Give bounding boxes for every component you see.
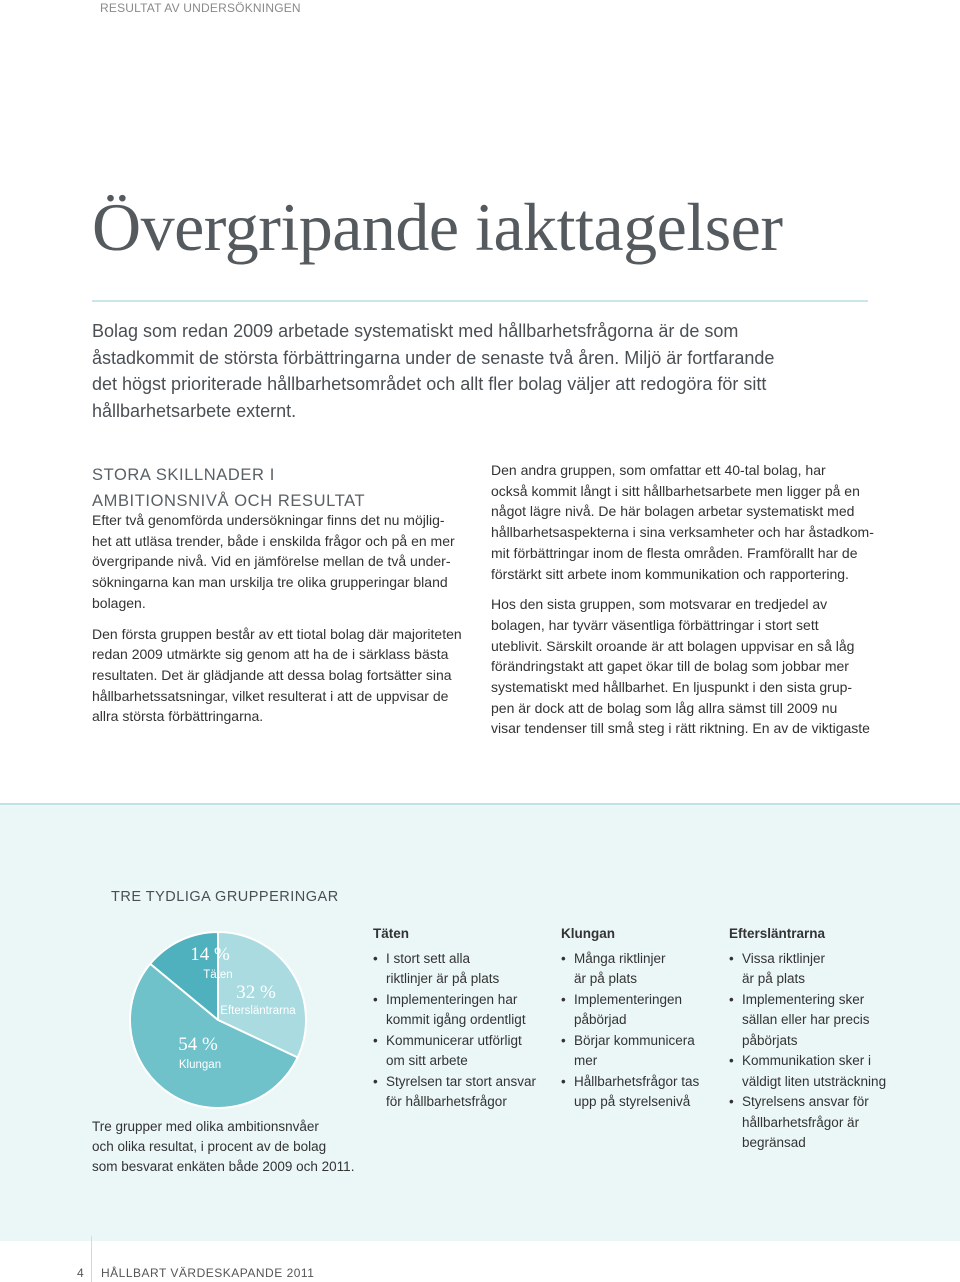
list-item [373, 1072, 536, 1113]
pie-name-label: Klungan [178, 1059, 222, 1071]
list-item-text: sällan eller har precis [742, 1012, 870, 1027]
pie-value-label: 14 % [190, 944, 230, 965]
list-item [373, 1031, 536, 1072]
list-item-text: • Styrelsens ansvar för [742, 1094, 869, 1109]
pie-value-label: 54 % [178, 1034, 218, 1055]
list-item-text: är på plats [742, 971, 806, 986]
list-item-text: hållbarhetsfrågor är [742, 1114, 860, 1130]
list-item-text: kommit igång ordentligt [386, 1012, 526, 1027]
section-heading [92, 462, 365, 514]
intro-paragraph [92, 318, 822, 424]
text-line: bolagen, har tyvärr väsentliga förbättringar i stort sett [491, 616, 819, 633]
caption-line: Tre grupper med olika ambitionsnvåer [92, 1119, 319, 1134]
list-item-text: är på plats [574, 971, 638, 986]
text-line: visar tendenser till små steg i rätt riktning. En av de viktigaste [491, 720, 870, 737]
list-item-text: om sitt arbete [386, 1053, 468, 1068]
list-item-text: • I stort sett alla [386, 950, 471, 966]
list-item [561, 1072, 699, 1113]
group-klungan [561, 924, 699, 1113]
text-line: Den andra gruppen, som omfattar ett 40-tal bolag, har [491, 462, 826, 478]
pie-name-label: Täten [203, 969, 233, 981]
group-efterslantrarna [729, 924, 886, 1154]
pie-chart [126, 928, 310, 1112]
page-number: 4 [77, 1266, 84, 1280]
list-item-text: • Hållbarhetsfrågor tas [574, 1073, 700, 1089]
caption-line: och olika resultat, i procent av de bolag [92, 1139, 327, 1154]
footer-divider [91, 1236, 92, 1282]
text-line: mit förbättringar inom de flesta områden. Framförallt har de [491, 544, 858, 561]
text-line: pen är dock att de bolag som låg allra sämst till 2009 nu [491, 699, 838, 716]
list-item-text: påbörjats [742, 1032, 798, 1048]
text-line: het att utläsa trender, både i enskilda frågor och på en mer [92, 532, 455, 549]
list-item-text: begränsad [742, 1135, 806, 1150]
list-item [729, 949, 886, 990]
list-item [729, 1092, 886, 1154]
text-line: Hos den sista gruppen, som motsvarar en tredjedel av [491, 596, 828, 613]
text-line: resultaten. Det är glädjande att dessa bolag fortsätter sina [92, 666, 452, 683]
pie-value-label: 32 % [236, 982, 276, 1003]
list-item-text: • Implementeringen [574, 991, 683, 1007]
text-line: Den första gruppen består av ett tiotal bolag där majoriteten [92, 625, 462, 642]
list-item [729, 990, 886, 1052]
group-taten [373, 924, 536, 1113]
publication-title: HÅLLBART VÄRDESKAPANDE 2011 [101, 1266, 315, 1280]
list-item-text: • Vissa riktlinjer [742, 950, 826, 966]
page-title: Övergripande iakttagelser [92, 189, 783, 265]
text-line: hållbarhetssatsningar, vilket resulterat i att de uppvisar de [92, 687, 449, 704]
right-column [491, 460, 874, 739]
infographic-title: TRE TYDLIGA GRUPPERINGAR [111, 889, 339, 905]
list-item-text: riktlinjer är på plats [386, 971, 500, 986]
text-line: allra största förbättringarna. [92, 708, 264, 725]
list-item-text: • Kommunikation sker i [742, 1053, 872, 1068]
text-line: förstärkt sitt arbete inom kommunikation och rapportering. [491, 565, 849, 582]
text-line: något lägre nivå. De här bolagen arbetar systematiskt med [491, 503, 855, 520]
list-item-text: • Implementeringen har [386, 991, 518, 1007]
text-line: hållbarhetsaspekterna i sina verksamheter och har åstadkom- [491, 524, 874, 541]
list-item-text: • Börjar kommunicera [574, 1032, 695, 1048]
text-line: redan 2009 utmärkte sig genom att ha de i särklass bästa [92, 646, 449, 663]
list-item [373, 990, 536, 1031]
text-line: Efter två genomförda undersökningar finns det nu möjlig- [92, 512, 445, 528]
list-item-text: • Många riktlinjer [574, 950, 666, 966]
list-item [373, 949, 536, 990]
group-heading: Klungan [561, 926, 615, 941]
intro-line: Bolag som redan 2009 arbetade systematiskt med hållbarhetsfrågorna är de som [92, 321, 739, 341]
text-line: också kommit långt i sitt hållbarhetsarbete men ligger på en [491, 482, 860, 499]
list-item-text: • Implementering sker [742, 991, 865, 1007]
text-line: övergripande nivå. Vid en jämförelse mellan de två under- [92, 553, 451, 570]
list-item-text: mer [574, 1053, 598, 1068]
list-item-text: • Kommunicerar utförligt [386, 1032, 522, 1048]
text-line: uteblivit. Särskilt oroande är att bolagen uppvisar en så låg [491, 637, 855, 654]
text-line: förändringstakt att gapet ökar till de bolag som jobbar mer [491, 658, 849, 675]
list-item-text: påbörjad [574, 1012, 627, 1027]
section-heading-line: AMBITIONSNIVÅ OCH RESULTAT [92, 492, 366, 510]
section-heading-line: STORA SKILLNADER I [92, 466, 275, 484]
caption-line: som besvarat enkäten både 2009 och 2011. [92, 1159, 355, 1174]
list-item [561, 990, 699, 1031]
section-header: RESULTAT AV UNDERSÖKNINGEN [100, 1, 301, 15]
list-item-text: • Styrelsen tar stort ansvar [386, 1073, 537, 1089]
intro-line: hållbarhetsarbete externt. [92, 400, 297, 421]
title-divider [92, 300, 868, 302]
text-line: bolagen. [92, 594, 146, 611]
chart-caption [92, 1117, 354, 1177]
list-item [729, 1051, 886, 1092]
list-item-text: upp på styrelsenivå [574, 1094, 691, 1109]
text-line: sökningarna kan man urskilja tre olika grupperingar bland [92, 574, 448, 591]
group-heading: Täten [373, 926, 410, 941]
list-item [561, 1031, 699, 1072]
list-item-text: väldigt liten utsträckning [742, 1073, 887, 1089]
intro-line: det högst prioriterade hållbarhetsområdet och allt fler bolag väljer att redogöra för sitt [92, 374, 767, 394]
list-item [561, 949, 699, 990]
intro-line: åstadkommit de största förbättringarna under de senaste två åren. Miljö är fortfarande [92, 347, 775, 368]
pie-name-label: Eftersläntrarna [220, 1005, 296, 1017]
left-column [92, 510, 462, 727]
text-line: systematiskt med hållbarhet. En ljuspunkt i den sista grup- [491, 679, 853, 696]
list-item-text: för hållbarhetsfrågor [386, 1094, 507, 1109]
group-heading: Eftersläntrarna [729, 926, 826, 941]
